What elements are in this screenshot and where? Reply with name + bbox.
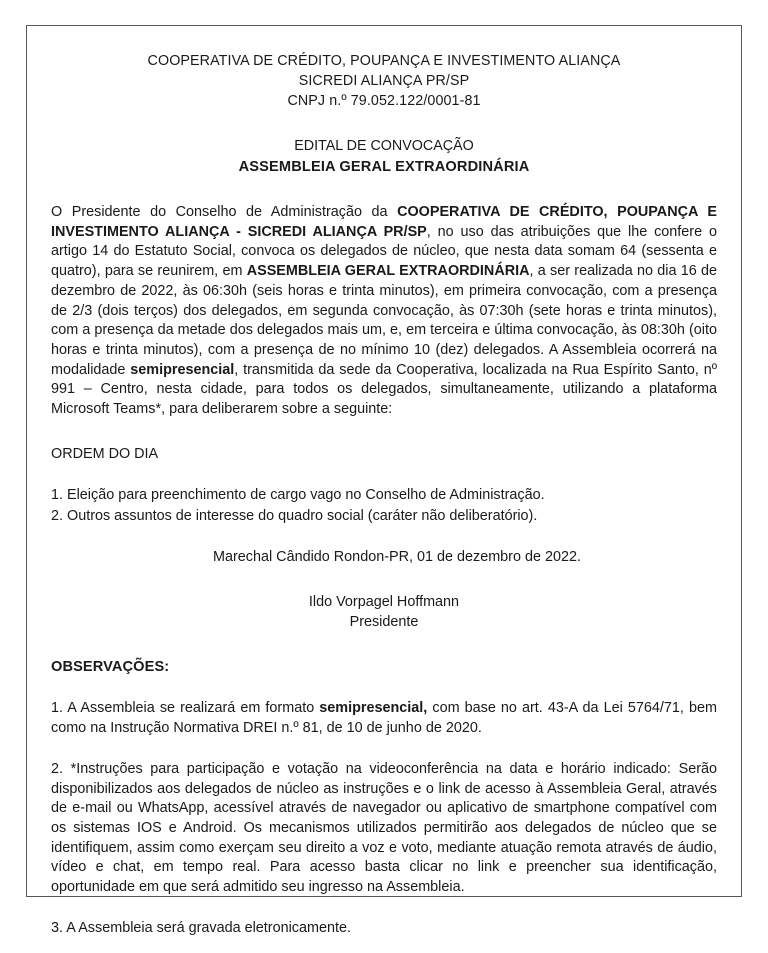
convocation-coop-name: COOPERATIVA DE CRÉDITO, POUPANÇA E INVESTIMENTO ALIANÇA - SICREDI ALIANÇA PR/SP	[51, 204, 717, 240]
convocation-modality: semipresencial	[130, 361, 235, 378]
notes-heading: OBSERVAÇÕES:	[51, 658, 170, 675]
notice-title-block	[51, 136, 717, 178]
notice-kind-label: EDITAL DE CONVOCAÇÃO	[294, 138, 474, 154]
note-1-segment-1: 1. A Assembleia se realizará em formato	[51, 700, 320, 717]
place-and-date: Marechal Cândido Rondon-PR, 01 de dezembro de 2022.	[213, 548, 581, 565]
convocation-paragraph	[51, 203, 717, 420]
organization-name-line-2: SICREDI ALIANÇA PR/SP	[298, 73, 470, 89]
note-item-1	[51, 699, 717, 738]
organization-cnpj: CNPJ n.º 79.052.122/0001-81	[287, 93, 481, 109]
convocation-segment-1: O Presidente do Conselho de Administração da	[51, 204, 398, 220]
signatory-role: Presidente	[349, 614, 419, 631]
assembly-title: ASSEMBLEIA GERAL EXTRAORDINÁRIA	[238, 159, 530, 175]
document-frame	[26, 25, 742, 936]
organization-name-line-1: COOPERATIVA DE CRÉDITO, POUPANÇA E INVESTIMENTO ALIANÇA	[147, 53, 621, 69]
convocation-segment-5: , a ser realizada no dia 16 de dezembro de 2022, às 06:30h (seis horas e trinta minutos), em primeira convocação, com a presença de 2/3 (dois terços) dos delegados, em segunda convocação, às 07:30h (sete horas e trinta minutos), com a presença da metade dos delegados mais um, e, em terceira e última convocação, às 08:30h (oito horas e trinta minutos), com a presença de no mínimo 10 (dez) delegados. A Assembleia ocorrerá na modalidade	[51, 263, 718, 378]
convocation-assembly-type: ASSEMBLEIA GERAL EXTRAORDINÁRIA	[246, 263, 530, 280]
note-item-3: 3. A Assembleia será gravada eletronicamente.	[51, 919, 351, 936]
note-1-modality: semipresencial,	[319, 700, 428, 717]
note-1-segment-3: com base no art. 43-A da Lei 5764/71, bem como na Instrução Normativa DREI n.º 81, de 10 de junho de 2020.	[51, 700, 717, 737]
agenda-heading: ORDEM DO DIA	[51, 445, 159, 462]
document-body	[51, 44, 717, 953]
agenda-list	[51, 485, 717, 526]
convocation-segment-7: , transmitida da sede da Cooperativa, localizada na Rua Espírito Santo, nº 991 – Centro, nesta cidade, para todos os delegados, simultaneamente, utilizando a plataforma Microsoft Teams*, para deliberarem sobre a seguinte:	[51, 361, 718, 418]
organization-header	[51, 44, 717, 111]
convocation-segment-3: , no uso das atribuições que lhe confere o artigo 14 do Estatuto Social, convoca os delegados de núcleo, que nesta data somam 64 (sessenta e quatro), para se reunirem, em	[51, 223, 717, 280]
signatory-name: Ildo Vorpagel Hoffmann	[308, 594, 460, 611]
agenda-item: 2. Outros assuntos de interesse do quadro social (caráter não deliberatório).	[51, 508, 538, 525]
note-item-2: 2. *Instruções para participação e votação na videoconferência na data e horário indicado: Serão disponibilizados aos delegados de núcleo as instruções e o link de acesso à Assembleia Geral, através de e-mail ou WhatsApp, acessível através de navegador ou aplicativo de smartphone compatível com os sistemas IOS e Android. Os mecanismos utilizados permitirão aos delegados de núcleo que se identifiquem, assim como exerçam seu direito a voz e voto, mediante atuação remota através de áudio, vídeo e chat, em tempo real. Para acesso basta clicar no link e preencher sua identificação, oportunidade em que será admitido seu ingresso na Assembleia.	[51, 760, 717, 896]
agenda-item: 1. Eleição para preenchimento de cargo vago no Conselho de Administração.	[51, 487, 545, 504]
signature-block	[51, 593, 717, 632]
